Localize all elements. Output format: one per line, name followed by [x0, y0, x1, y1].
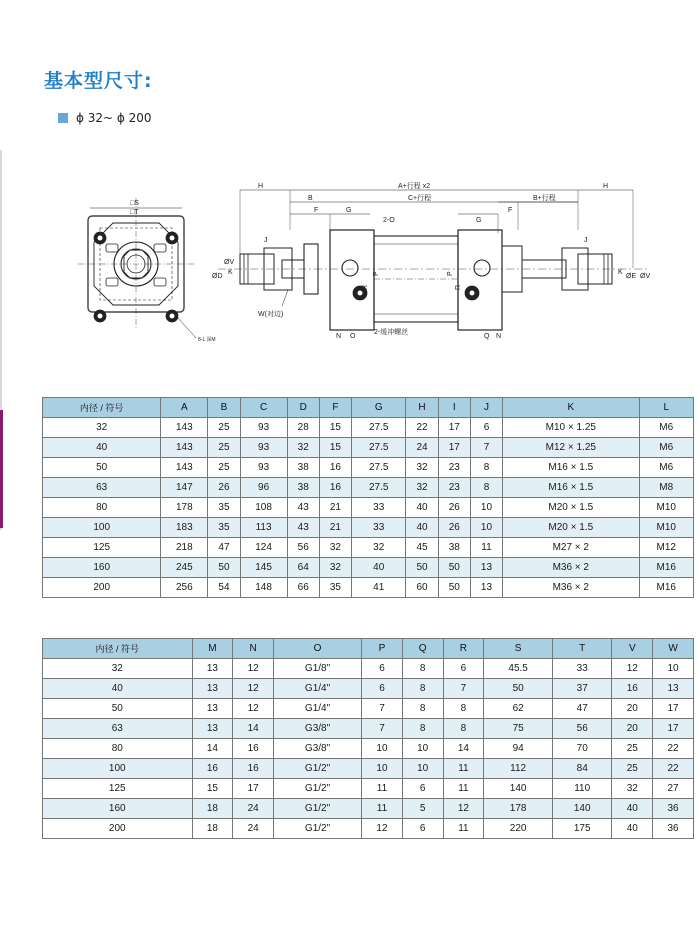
table-cell: 36: [653, 819, 694, 839]
table-cell: 80: [43, 498, 161, 518]
table-cell: 175: [553, 819, 612, 839]
label-n: N: [336, 333, 342, 340]
table-cell: G1/2": [273, 759, 361, 779]
column-header: 内径 / 符号: [43, 398, 161, 418]
column-header: D: [287, 398, 319, 418]
table-cell: 26: [438, 498, 470, 518]
table-cell: 43: [287, 498, 319, 518]
table-cell: 43: [287, 518, 319, 538]
column-header: R: [443, 639, 484, 659]
label-a-stroke: A+行程 x2: [398, 183, 431, 190]
table-cell: 10: [362, 759, 403, 779]
table-cell: 11: [470, 538, 502, 558]
table-row: [43, 458, 694, 478]
table-cell: 16: [319, 478, 351, 498]
table-cell: M16 × 1.5: [503, 478, 639, 498]
table-cell: M10 × 1.25: [503, 418, 639, 438]
table-cell: 8: [402, 699, 443, 719]
table-cell: 32: [319, 558, 351, 578]
table-cell: 11: [443, 819, 484, 839]
table-cell: 145: [240, 558, 287, 578]
table-cell: 18: [192, 819, 233, 839]
table-cell: 245: [161, 558, 208, 578]
table-cell: 50: [43, 699, 193, 719]
table-cell: 22: [406, 418, 438, 438]
column-header: I: [438, 398, 470, 418]
column-header: K: [503, 398, 639, 418]
table-cell: 7: [362, 699, 403, 719]
table-cell: G3/8": [273, 739, 361, 759]
table-cell: 93: [240, 458, 287, 478]
label-f-left: F: [314, 207, 319, 214]
table-cell: 12: [362, 819, 403, 839]
table-cell: M8: [639, 478, 694, 498]
table-cell: M20 × 1.5: [503, 518, 639, 538]
table-cell: 32: [287, 438, 319, 458]
table-cell: 63: [43, 478, 161, 498]
table-body: [43, 659, 694, 839]
table-cell: 96: [240, 478, 287, 498]
table-cell: 8: [443, 719, 484, 739]
table-cell: 100: [43, 518, 161, 538]
label-k-right: K: [618, 269, 623, 276]
table-cell: M36 × 2: [503, 578, 639, 598]
table-cell: 32: [406, 478, 438, 498]
table-cell: 38: [287, 478, 319, 498]
table-cell: 56: [553, 719, 612, 739]
table-cell: 20: [612, 699, 653, 719]
table-header-row: [43, 639, 694, 659]
label-g-right: G: [476, 217, 482, 224]
column-header: O: [273, 639, 361, 659]
bullet-square-icon: [58, 113, 68, 123]
dimension-table-1: [42, 397, 694, 598]
table-cell: M6: [639, 458, 694, 478]
column-header: A: [161, 398, 208, 418]
table-cell: M20 × 1.5: [503, 498, 639, 518]
table-cell: 25: [208, 458, 240, 478]
table-row: [43, 478, 694, 498]
table-cell: 21: [319, 518, 351, 538]
table-cell: 14: [233, 719, 274, 739]
table-cell: 41: [352, 578, 406, 598]
page-title: 基本型尺寸:: [44, 70, 153, 92]
table-cell: 160: [43, 558, 161, 578]
table-cell: 16: [612, 679, 653, 699]
table-row: [43, 498, 694, 518]
table-cell: 140: [553, 799, 612, 819]
cylinder-dimension-drawing: [78, 178, 678, 348]
label-b-stroke: B+行程: [533, 195, 556, 202]
table-cell: M16: [639, 578, 694, 598]
table-cell: 10: [362, 739, 403, 759]
table-cell: 33: [553, 659, 612, 679]
label-o: O: [350, 333, 356, 340]
table-cell: 11: [443, 779, 484, 799]
column-header: F: [319, 398, 351, 418]
table-cell: 13: [192, 719, 233, 739]
table-cell: 22: [653, 739, 694, 759]
table-row: [43, 518, 694, 538]
table-cell: 10: [402, 759, 443, 779]
table-cell: 124: [240, 538, 287, 558]
table-cell: M12: [639, 538, 694, 558]
table-cell: 63: [43, 719, 193, 739]
table-cell: 6: [402, 779, 443, 799]
label-r-right: R: [455, 284, 462, 290]
label-n-right: N: [496, 333, 502, 340]
table-cell: 21: [319, 498, 351, 518]
table-cell: 40: [406, 518, 438, 538]
table-cell: 8: [402, 719, 443, 739]
table-cell: 143: [161, 418, 208, 438]
table-cell: 27.5: [352, 438, 406, 458]
table-cell: 22: [653, 759, 694, 779]
column-header: N: [233, 639, 274, 659]
left-margin-accent: [0, 410, 3, 528]
table-cell: 23: [438, 478, 470, 498]
table-header-row: [43, 398, 694, 418]
table-cell: 11: [362, 779, 403, 799]
table-cell: 24: [233, 799, 274, 819]
table-cell: 7: [470, 438, 502, 458]
table-cell: M27 × 2: [503, 538, 639, 558]
label-8-l: 8-L 深M: [198, 337, 216, 343]
label-b: B: [308, 195, 313, 202]
table-cell: M16: [639, 558, 694, 578]
table-cell: 33: [352, 498, 406, 518]
table-cell: 75: [484, 719, 553, 739]
table-cell: 35: [319, 578, 351, 598]
table-cell: 35: [208, 498, 240, 518]
column-header: 内径 / 符号: [43, 639, 193, 659]
table-cell: 8: [470, 478, 502, 498]
table-row: [43, 578, 694, 598]
table-cell: 16: [233, 759, 274, 779]
column-header: J: [470, 398, 502, 418]
table-cell: 27: [653, 779, 694, 799]
table-cell: 178: [484, 799, 553, 819]
table-cell: 94: [484, 739, 553, 759]
column-header: T: [553, 639, 612, 659]
label-h-right: H: [603, 183, 609, 190]
table-cell: 11: [362, 799, 403, 819]
table-row: [43, 438, 694, 458]
table-cell: M10: [639, 518, 694, 538]
column-header: M: [192, 639, 233, 659]
table-row: [43, 799, 694, 819]
label-v-left: ØV: [224, 259, 235, 266]
table-cell: M12 × 1.25: [503, 438, 639, 458]
column-header: H: [406, 398, 438, 418]
table-cell: 6: [470, 418, 502, 438]
table-cell: 32: [612, 779, 653, 799]
label-v-right: ØV: [640, 273, 651, 280]
table-cell: 12: [233, 679, 274, 699]
table-cell: 218: [161, 538, 208, 558]
column-header: B: [208, 398, 240, 418]
table-cell: G1/4": [273, 699, 361, 719]
table-cell: 50: [208, 558, 240, 578]
table-cell: 40: [612, 819, 653, 839]
table-cell: 178: [161, 498, 208, 518]
label-p-right: P: [447, 271, 454, 276]
column-header: S: [484, 639, 553, 659]
table-cell: 125: [43, 538, 161, 558]
table-cell: G1/2": [273, 799, 361, 819]
table-cell: 160: [43, 799, 193, 819]
table-cell: 32: [43, 659, 193, 679]
table-cell: 60: [406, 578, 438, 598]
table-cell: 20: [612, 719, 653, 739]
table-row: [43, 538, 694, 558]
table-cell: 32: [406, 458, 438, 478]
label-r-left: R: [362, 284, 369, 290]
table-cell: 6: [443, 659, 484, 679]
table-row: [43, 739, 694, 759]
table-cell: M6: [639, 438, 694, 458]
table-cell: 256: [161, 578, 208, 598]
table-cell: 47: [553, 699, 612, 719]
table-cell: G1/4": [273, 679, 361, 699]
table-cell: 6: [362, 659, 403, 679]
table-cell: 12: [233, 699, 274, 719]
column-header: C: [240, 398, 287, 418]
table-cell: 13: [192, 699, 233, 719]
table-cell: 147: [161, 478, 208, 498]
label-2-o: 2-O: [383, 217, 395, 224]
table-cell: 70: [553, 739, 612, 759]
table-cell: 6: [362, 679, 403, 699]
table-cell: 40: [406, 498, 438, 518]
table-cell: 17: [653, 699, 694, 719]
table-cell: 27.5: [352, 478, 406, 498]
table-cell: 93: [240, 438, 287, 458]
table-cell: 50: [406, 558, 438, 578]
table-cell: 27.5: [352, 458, 406, 478]
table-cell: 200: [43, 819, 193, 839]
table-cell: 50: [43, 458, 161, 478]
table-cell: 16: [319, 458, 351, 478]
table-cell: 125: [43, 779, 193, 799]
table-cell: 108: [240, 498, 287, 518]
side-view: [212, 181, 650, 340]
table-cell: 27.5: [352, 418, 406, 438]
table-cell: 112: [484, 759, 553, 779]
table-cell: 10: [653, 659, 694, 679]
table-cell: 8: [470, 458, 502, 478]
table-cell: 14: [443, 739, 484, 759]
table-cell: 8: [443, 699, 484, 719]
table-cell: 32: [319, 538, 351, 558]
table-cell: 25: [208, 418, 240, 438]
table-cell: 45: [406, 538, 438, 558]
table-row: [43, 679, 694, 699]
table-cell: 26: [438, 518, 470, 538]
label-f-right: F: [508, 207, 513, 214]
table-cell: 40: [612, 799, 653, 819]
table-cell: 13: [192, 679, 233, 699]
table-cell: 8: [402, 679, 443, 699]
table-cell: 62: [484, 699, 553, 719]
label-d-left: ØD: [212, 273, 223, 280]
label-q: Q: [484, 333, 490, 340]
table-cell: 80: [43, 739, 193, 759]
table-cell: 140: [484, 779, 553, 799]
table-cell: 47: [208, 538, 240, 558]
table-cell: 17: [653, 719, 694, 739]
table-cell: 15: [192, 779, 233, 799]
table-cell: M6: [639, 418, 694, 438]
table-cell: 183: [161, 518, 208, 538]
column-header: W: [653, 639, 694, 659]
table-cell: 13: [192, 659, 233, 679]
table-cell: 15: [319, 418, 351, 438]
label-e-right: ØE: [626, 273, 637, 280]
label-cushion: 2-缓冲螺丝: [374, 329, 409, 336]
table-cell: 32: [352, 538, 406, 558]
table-cell: 143: [161, 438, 208, 458]
table-cell: 220: [484, 819, 553, 839]
label-j-right: J: [584, 237, 588, 244]
table-cell: 11: [443, 759, 484, 779]
table-row: [43, 719, 694, 739]
table-row: [43, 418, 694, 438]
table-cell: 15: [319, 438, 351, 458]
table-row: [43, 819, 694, 839]
table-cell: 16: [192, 759, 233, 779]
table-cell: M16 × 1.5: [503, 458, 639, 478]
table-cell: 13: [470, 578, 502, 598]
table-cell: 28: [287, 418, 319, 438]
table-cell: 10: [470, 518, 502, 538]
table-row: [43, 699, 694, 719]
table-cell: G1/2": [273, 819, 361, 839]
table-row: [43, 659, 694, 679]
table-cell: G3/8": [273, 719, 361, 739]
table-cell: 40: [352, 558, 406, 578]
label-k-left: K: [228, 269, 233, 276]
table-cell: 24: [233, 819, 274, 839]
table-cell: 10: [402, 739, 443, 759]
table-cell: 84: [553, 759, 612, 779]
table-cell: 7: [443, 679, 484, 699]
table-cell: 17: [438, 438, 470, 458]
table-cell: 50: [438, 558, 470, 578]
label-sq-t: □T: [130, 209, 139, 216]
dimension-table-2: [42, 638, 694, 839]
table-cell: 113: [240, 518, 287, 538]
table-cell: 14: [192, 739, 233, 759]
label-w: W(对边): [258, 311, 284, 318]
label-p-left: P: [373, 271, 380, 276]
table-cell: 64: [287, 558, 319, 578]
table-cell: 100: [43, 759, 193, 779]
table-cell: 17: [233, 779, 274, 799]
table-cell: 110: [553, 779, 612, 799]
table-cell: 56: [287, 538, 319, 558]
table-cell: 40: [43, 438, 161, 458]
table-cell: 10: [470, 498, 502, 518]
table-cell: 13: [470, 558, 502, 578]
bore-range-label: [58, 111, 152, 125]
label-j-left: J: [264, 237, 268, 244]
column-header: P: [362, 639, 403, 659]
bore-range-text: ϕ 32~ ϕ 200: [76, 111, 152, 125]
table-cell: 54: [208, 578, 240, 598]
table-cell: 25: [208, 438, 240, 458]
table-cell: M36 × 2: [503, 558, 639, 578]
table-cell: 40: [43, 679, 193, 699]
column-header: V: [612, 639, 653, 659]
table-cell: 25: [612, 759, 653, 779]
table-cell: 36: [653, 799, 694, 819]
table-cell: 26: [208, 478, 240, 498]
table-cell: 143: [161, 458, 208, 478]
table-row: [43, 759, 694, 779]
table-cell: 25: [612, 739, 653, 759]
table-cell: 45.5: [484, 659, 553, 679]
table-cell: 50: [484, 679, 553, 699]
table-cell: 38: [438, 538, 470, 558]
label-c-stroke: C+行程: [408, 195, 432, 202]
table-cell: 23: [438, 458, 470, 478]
column-header: L: [639, 398, 694, 418]
table-cell: 7: [362, 719, 403, 739]
table-cell: 5: [402, 799, 443, 819]
table-cell: 24: [406, 438, 438, 458]
table-cell: 35: [208, 518, 240, 538]
table-cell: 12: [443, 799, 484, 819]
table-cell: 33: [352, 518, 406, 538]
table-cell: 18: [192, 799, 233, 819]
table-cell: 93: [240, 418, 287, 438]
table-cell: 17: [438, 418, 470, 438]
table-cell: 16: [233, 739, 274, 759]
column-header: G: [352, 398, 406, 418]
label-sq-s: □S: [130, 200, 139, 207]
table-row: [43, 779, 694, 799]
table-row: [43, 558, 694, 578]
label-g-left: G: [346, 207, 352, 214]
table-cell: 12: [233, 659, 274, 679]
table-cell: G1/2": [273, 779, 361, 799]
table-cell: 200: [43, 578, 161, 598]
table-cell: 13: [653, 679, 694, 699]
table-body: [43, 418, 694, 598]
table-cell: M10: [639, 498, 694, 518]
table-cell: 12: [612, 659, 653, 679]
table-cell: 66: [287, 578, 319, 598]
table-cell: 50: [438, 578, 470, 598]
table-cell: 32: [43, 418, 161, 438]
table-cell: 148: [240, 578, 287, 598]
label-h-left: H: [258, 183, 264, 190]
table-cell: 8: [402, 659, 443, 679]
table-cell: G1/8": [273, 659, 361, 679]
table-cell: 37: [553, 679, 612, 699]
end-view: [78, 198, 216, 343]
table-cell: 38: [287, 458, 319, 478]
table-cell: 6: [402, 819, 443, 839]
column-header: Q: [402, 639, 443, 659]
